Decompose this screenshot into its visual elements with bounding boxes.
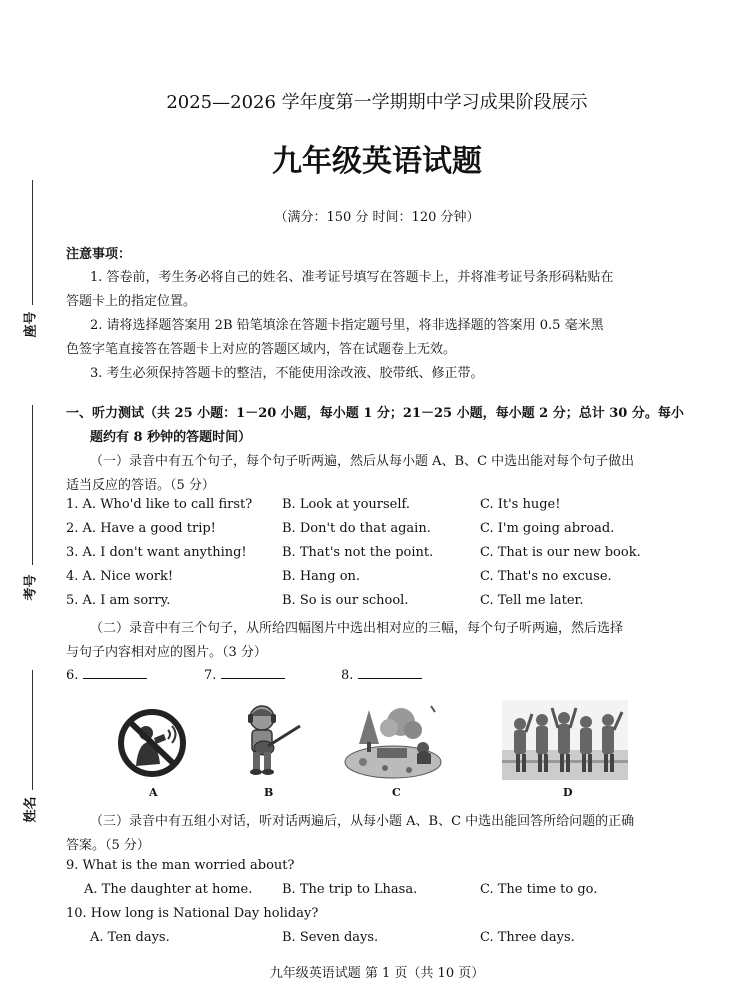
name-line xyxy=(32,670,33,790)
note-1a: 1. 答卷前，考生务必将自己的姓名、准考证号填写在答题卡上，并将准考证号条形码粘贴在 xyxy=(90,270,614,285)
term-title: 2025—2026 学年度第一学期期中学习成果阶段展示 xyxy=(166,92,588,113)
part1-heading-b: 题约有 8 秒钟的答题时间） xyxy=(90,430,252,445)
q3-option-b: B. That's not the point. xyxy=(282,545,434,560)
q10-option-a: A. Ten days. xyxy=(90,930,170,945)
part1-heading-a: 一、听力测试（共 25 小题：1－20 小题，每小题 1 分；21－25 小题，每小题 2 分；总计 30 分。每小 xyxy=(66,406,684,421)
q2-option-c: C. I'm going abroad. xyxy=(480,521,615,536)
q1-option-c: C. It's huge! xyxy=(480,497,561,512)
page-footer: 九年级英语试题 第 1 页（共 10 页） xyxy=(269,966,485,981)
q2-option-a: 2. A. Have a good trip! xyxy=(66,521,216,536)
picture-label-a: A xyxy=(149,786,158,799)
q9-option-b: B. The trip to Lhasa. xyxy=(282,882,418,897)
q3-option-c: C. That is our new book. xyxy=(480,545,641,560)
picture-label-c: C xyxy=(392,786,401,799)
picnic-scene-picture xyxy=(343,700,443,780)
cheering-fans-picture xyxy=(502,700,628,780)
section3-instr-a: （三）录音中有五组小对话，听对话两遍后，从每小题 A、B、C 中选出能回答所给问题的正确 xyxy=(90,814,635,829)
note-2b: 色签字笔直接答在答题卡上对应的答题区域内，答在试题卷上无效。 xyxy=(66,342,457,357)
exam-no-line xyxy=(32,405,33,565)
section1-instr-b: 适当反应的答语。（5 分） xyxy=(66,478,215,493)
note-1b: 答题卡上的指定位置。 xyxy=(66,294,197,309)
q1-option-b: B. Look at yourself. xyxy=(282,497,410,512)
q3-option-a: 3. A. I don't want anything! xyxy=(66,545,247,560)
notes-heading: 注意事项： xyxy=(66,247,132,262)
q5-option-a: 5. A. I am sorry. xyxy=(66,593,171,608)
q10-option-b: B. Seven days. xyxy=(282,930,379,945)
section1-instr-a: （一）录音中有五个句子，每个句子听两遍，然后从每小题 A、B、C 中选出能对每个句子做出 xyxy=(90,454,635,469)
seat-label: 座号 xyxy=(23,311,39,338)
section3-instr-b: 答案。（5 分） xyxy=(66,838,150,853)
section2-instr-a: （二）录音中有三个句子，从所给四幅图片中选出相对应的三幅，每个句子听两遍，然后选择 xyxy=(90,621,624,636)
blank-8: 8. xyxy=(341,666,422,683)
score-time: （满分：150 分 时间：120 分钟） xyxy=(274,210,480,225)
picture-label-b: B xyxy=(264,786,274,799)
note-3: 3. 考生必须保持答题卡的整洁，不能使用涂改液、胶带纸、修正带。 xyxy=(90,366,484,381)
q5-option-b: B. So is our school. xyxy=(282,593,409,608)
q5-option-c: C. Tell me later. xyxy=(480,593,584,608)
q2-option-b: B. Don't do that again. xyxy=(282,521,431,536)
q9-option-a: A. The daughter at home. xyxy=(84,882,253,897)
q10-question: 10. How long is National Day holiday? xyxy=(66,906,319,921)
q9-question: 9. What is the man worried about? xyxy=(66,858,295,873)
q4-option-a: 4. A. Nice work! xyxy=(66,569,174,584)
note-2a: 2. 请将选择题答案用 2B 铅笔填涂在答题卡指定题号里，将非选择题的答案用 0.5 毫米黑 xyxy=(90,318,604,333)
blank-6: 6. xyxy=(66,666,147,683)
exam-title: 九年级英语试题 xyxy=(272,144,482,179)
q4-option-b: B. Hang on. xyxy=(282,569,361,584)
boy-guitar-picture xyxy=(238,702,304,778)
exam-no-label: 考号 xyxy=(23,574,39,601)
q9-option-c: C. The time to go. xyxy=(480,882,598,897)
name-label: 姓名 xyxy=(23,796,39,823)
q10-option-c: C. Three days. xyxy=(480,930,575,945)
q1-option-a: 1. A. Who'd like to call first? xyxy=(66,497,253,512)
section2-instr-b: 与句子内容相对应的图片。（3 分） xyxy=(66,645,267,660)
no-phone-call-sign-picture xyxy=(116,708,188,778)
picture-label-d: D xyxy=(563,786,573,799)
blank-7: 7. xyxy=(204,666,285,683)
seat-line xyxy=(32,180,33,305)
q4-option-c: C. That's no excuse. xyxy=(480,569,612,584)
